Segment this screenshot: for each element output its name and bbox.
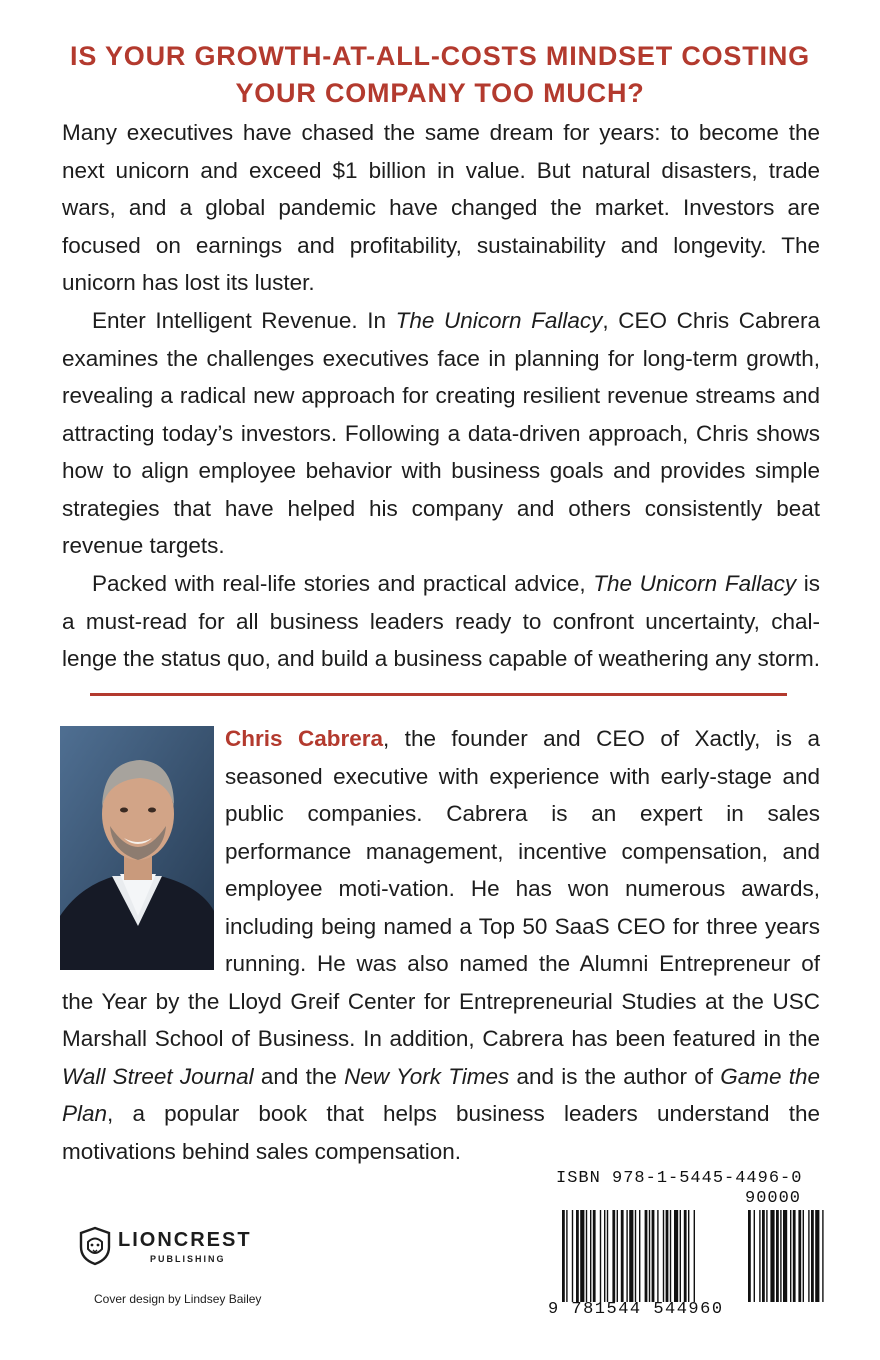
- addon-barcode-bar: [798, 1210, 801, 1302]
- barcode-bar: [694, 1210, 695, 1302]
- barcode-bar: [600, 1210, 601, 1302]
- bio-text-d: , a popular book that helps business leaders understand the motivations behind sales compensation.: [62, 1101, 820, 1164]
- addon-barcode-bar: [822, 1210, 823, 1302]
- p2-text-a: Enter Intelligent Revenue. In: [92, 308, 396, 333]
- lion-shield-icon: [78, 1226, 112, 1266]
- bio-text-a: , the founder and CEO of Xactly, is a seasoned executive with experience with early-stage and public companies. Cabrera is an expert in sales performance management, incentive compensation, and employee moti-vation. He has won numerous awards, including being named a Top 50 SaaS CEO for three years running. He was also named the Alumni Entrepreneur of the Year by the Lloyd Greif Center for Entrepreneurial Studies at the USC Marshall School of Business. In addition, Cabrera has been featured in the: [62, 726, 820, 1051]
- barcode-bar: [580, 1210, 584, 1302]
- publisher-name: LIONCREST: [118, 1229, 252, 1251]
- price-code: 90000: [745, 1189, 802, 1208]
- barcode-bar: [572, 1210, 573, 1302]
- barcode-bar: [612, 1210, 615, 1302]
- barcode-digits: 9 781544 544960: [548, 1300, 724, 1319]
- p3-text-a: Packed with real-life stories and practical advice,: [92, 571, 594, 596]
- addon-barcode-bar: [793, 1210, 796, 1302]
- addon-barcode-bar: [780, 1210, 781, 1302]
- barcode-bar: [663, 1210, 664, 1302]
- addon-barcode-bar: [811, 1210, 814, 1302]
- publisher-subtitle: PUBLISHING: [150, 1254, 226, 1264]
- addon-barcode-bar: [759, 1210, 760, 1302]
- author-photo: [60, 726, 214, 970]
- barcode-bar: [657, 1210, 658, 1302]
- barcode-bar: [566, 1210, 567, 1302]
- author-name: Chris Cabrera: [225, 726, 383, 751]
- addon-barcode-bar: [803, 1210, 804, 1302]
- barcode-bar: [607, 1210, 608, 1302]
- bio-book-title: Game the Plan: [62, 1063, 821, 1126]
- p2-book-title: The Unicorn Fallacy: [395, 308, 603, 333]
- barcode-bar: [680, 1210, 681, 1302]
- addon-barcode-bar: [808, 1210, 809, 1302]
- bio-wsj: Wall Street Journal: [62, 1063, 254, 1089]
- barcode-bar: [617, 1210, 618, 1302]
- barcode-bar: [576, 1210, 579, 1302]
- addon-barcode-bar: [783, 1210, 787, 1302]
- description-paragraph-1: Many executives have chased the same dream for years: to become the next unicorn and exceed $1 billion in value. But natural disasters, trade wars, and a global pandemic have changed the market. Investors are focused on earnings and profitability, sustainability and longevity. The unicorn has lost its luster.: [62, 120, 820, 295]
- barcode-bar: [674, 1210, 678, 1302]
- barcode-bar: [562, 1210, 565, 1302]
- barcode-bar: [626, 1210, 627, 1302]
- barcode-bar: [621, 1210, 624, 1302]
- addon-barcode-bar: [762, 1210, 765, 1302]
- isbn-label: ISBN 978-1-5445-4496-0: [556, 1169, 803, 1188]
- barcode-bar: [652, 1210, 655, 1302]
- barcode-bar: [645, 1210, 648, 1302]
- barcode-bar: [688, 1210, 689, 1302]
- addon-barcode-bar: [754, 1210, 755, 1302]
- bio-text-c: and is the author of: [509, 1063, 721, 1089]
- p3-text-b: is a must-read for all business leaders ready to confront uncertainty, chal-lenge the status quo, and build a business capable of weathering any storm.: [62, 571, 821, 671]
- barcode-bar: [635, 1210, 636, 1302]
- addon-barcode-bar: [766, 1210, 767, 1302]
- p2-text-b: , CEO Chris Cabrera examines the challenges executives face in planning for long-term growth, revealing a radical new approach for creating resilient revenue streams and attracting today’s investors. Following a data-driven approach, Chris shows how to align employee behavior with business goals and provides simple strategies that have helped his company and others consistently beat revenue targets.: [62, 308, 820, 558]
- description-paragraph-2: [62, 302, 820, 565]
- addon-barcode-bar: [748, 1210, 751, 1302]
- barcode: [562, 1210, 824, 1302]
- barcode-bar: [629, 1210, 633, 1302]
- headline-line-1: IS YOUR GROWTH-AT-ALL-COSTS MINDSET COSTING: [70, 41, 810, 71]
- section-divider: [90, 693, 787, 696]
- publisher-logo: [78, 1226, 278, 1272]
- barcode-bar: [639, 1210, 640, 1302]
- cover-design-credit: Cover design by Lindsey Bailey: [94, 1292, 262, 1306]
- p3-book-title: The Unicorn Fallacy: [593, 571, 797, 596]
- barcode-bar: [649, 1210, 650, 1302]
- author-portrait-image: [60, 726, 214, 970]
- addon-barcode-bar: [770, 1210, 774, 1302]
- addon-barcode-bar: [815, 1210, 819, 1302]
- addon-barcode-bar: [776, 1210, 779, 1302]
- bio-nyt: New York Times: [344, 1063, 510, 1089]
- barcode-bar: [666, 1210, 669, 1302]
- headline: [40, 38, 840, 112]
- barcode-bar: [593, 1210, 596, 1302]
- bio-text-b: and the: [253, 1063, 345, 1089]
- headline-line-2: YOUR COMPANY TOO MUCH?: [235, 78, 645, 108]
- barcode-bar: [670, 1210, 671, 1302]
- barcode-bar: [590, 1210, 591, 1302]
- barcode-bar: [604, 1210, 605, 1302]
- addon-barcode-bar: [790, 1210, 791, 1302]
- description-paragraph-3: [62, 565, 820, 678]
- barcode-bar: [684, 1210, 687, 1302]
- barcode-bar: [586, 1210, 587, 1302]
